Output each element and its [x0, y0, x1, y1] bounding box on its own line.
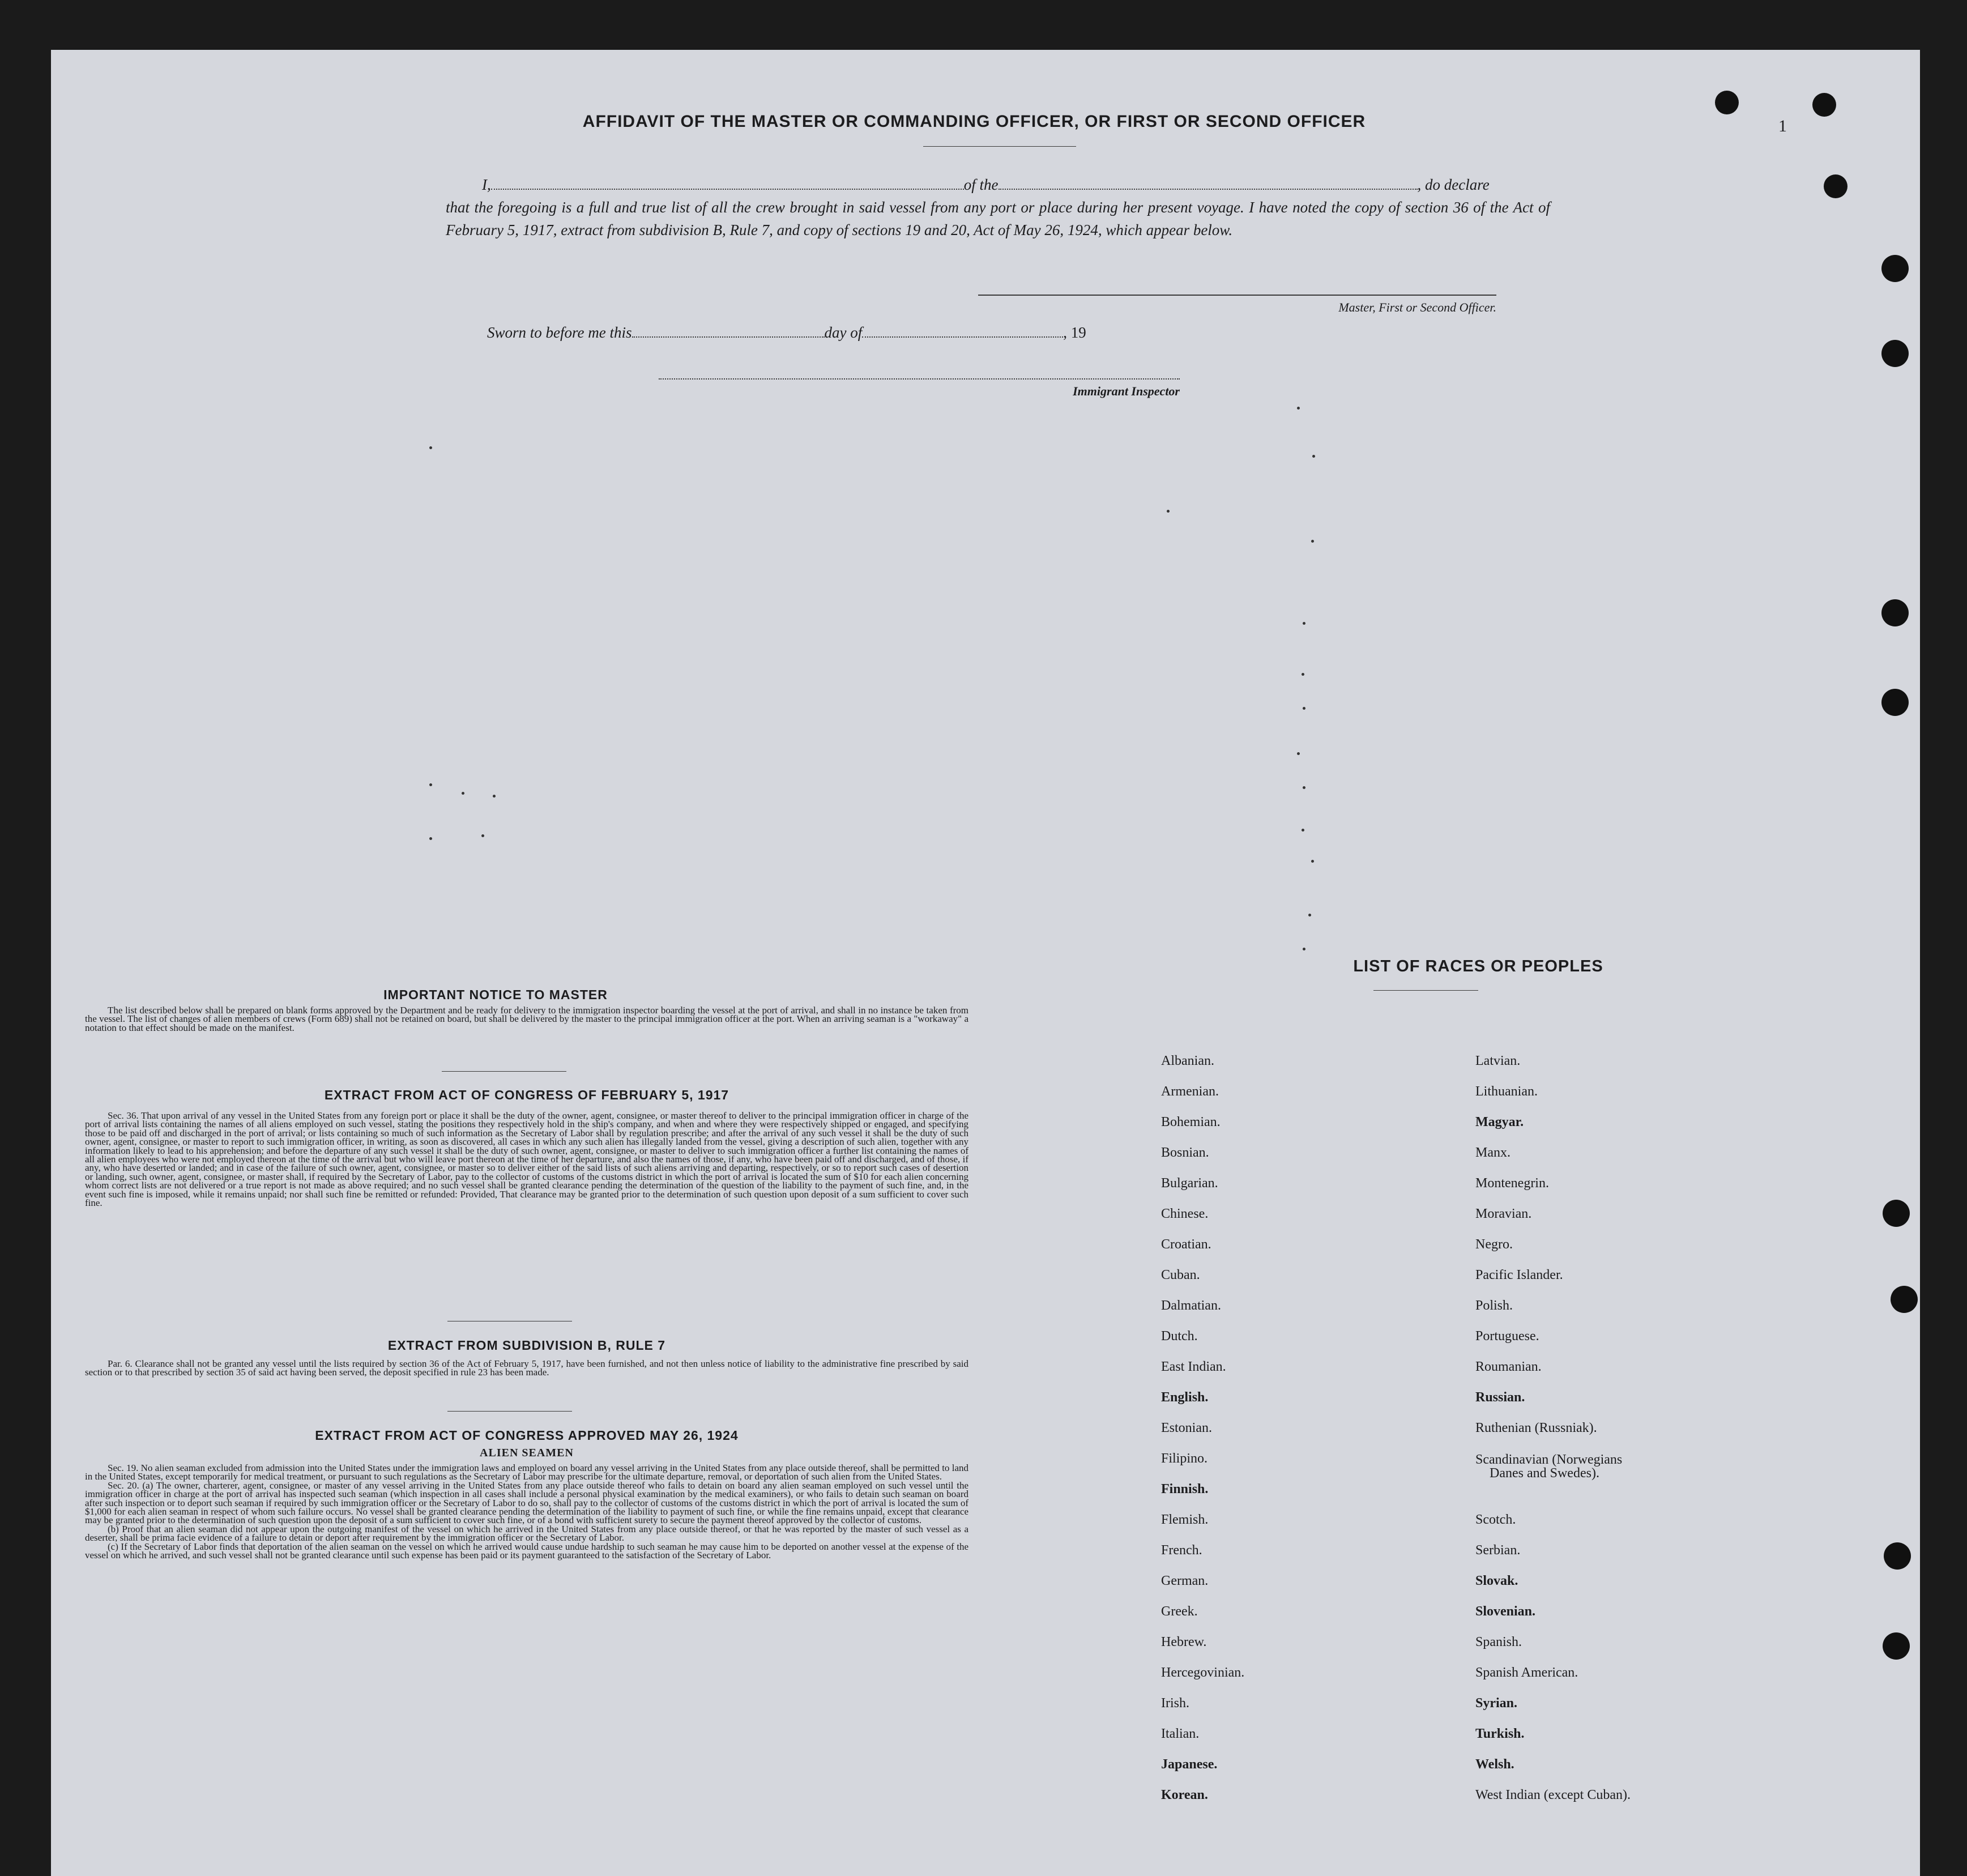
sworn-day-field[interactable] [632, 336, 825, 338]
signature-label: Master, First or Second Officer. [1338, 300, 1496, 314]
race-item: Scotch. [1475, 1512, 1516, 1527]
race-item: Manx. [1475, 1145, 1511, 1160]
race-item: Portuguese. [1475, 1329, 1539, 1344]
race-item: Greek. [1161, 1604, 1198, 1619]
speck-mark [1302, 829, 1304, 832]
race-item: Latvian. [1475, 1054, 1521, 1068]
speck-mark [429, 783, 432, 786]
rule7-text [85, 1359, 968, 1377]
speck-mark [1303, 622, 1305, 625]
race-item: Korean. [1161, 1788, 1208, 1802]
binder-hole [1883, 1632, 1910, 1660]
speck-mark [462, 792, 464, 795]
year-label: , 19 [1063, 324, 1086, 341]
speck-mark [1303, 786, 1305, 789]
race-item: Croatian. [1161, 1237, 1211, 1252]
races-title: LIST OF RACES OR PEOPLES [1353, 957, 1603, 975]
race-item: Dutch. [1161, 1329, 1198, 1344]
declarant-label: I, [482, 176, 491, 193]
binder-hole [1881, 689, 1909, 716]
sec20c-paragraph: (c) If the Secretary of Labor finds that deportation of the alien seaman on the vessel on which he arrived would cause undue hardship to such seaman he may cause him to be deported on another vessel at the expense of the vessel on which he arrived, and such vessel shall not be granted clearance until such expense has been paid or its payment guaranteed to the satisfaction of the Secretary of Labor. [85, 1541, 968, 1561]
race-item: Bosnian. [1161, 1145, 1209, 1160]
extract-1924-heading: EXTRACT FROM ACT OF CONGRESS APPROVED MAY 26, 1924 [315, 1428, 739, 1443]
vessel-of-label: of the [963, 176, 999, 193]
race-item: Spanish American. [1475, 1665, 1578, 1680]
alien-seamen-subheading: ALIEN SEAMEN [480, 1447, 574, 1459]
race-item: Turkish. [1475, 1726, 1525, 1741]
speck-mark [1303, 948, 1305, 950]
race-item: Roumanian. [1475, 1359, 1542, 1374]
race-item: Welsh. [1475, 1757, 1514, 1772]
rule7-heading: EXTRACT FROM SUBDIVISION B, RULE 7 [387, 1338, 666, 1353]
race-item: Cuban. [1161, 1268, 1200, 1282]
rule7-divider [447, 1411, 572, 1412]
race-item: Negro. [1475, 1237, 1513, 1252]
speck-mark [1297, 752, 1300, 755]
race-item: Russian. [1475, 1390, 1525, 1405]
form-page [51, 50, 1920, 1876]
race-item: West Indian (except Cuban). [1475, 1788, 1631, 1802]
binder-hole [1715, 91, 1739, 114]
race-item: East Indian. [1161, 1359, 1226, 1374]
sworn-label: Sworn to before me this [487, 324, 632, 341]
extract-1917-heading: EXTRACT FROM ACT OF CONGRESS OF FEBRUARY 5, 1917 [324, 1088, 729, 1102]
speck-mark [1312, 455, 1315, 458]
race-item: Estonian. [1161, 1421, 1212, 1435]
race-item: Magyar. [1475, 1115, 1524, 1129]
race-item: Polish. [1475, 1298, 1513, 1313]
title-divider [923, 146, 1076, 147]
race-item: Hercegovinian. [1161, 1665, 1245, 1680]
page-mark: 1 [1778, 117, 1787, 135]
notice-divider [442, 1071, 566, 1072]
race-item: Slovenian. [1475, 1604, 1536, 1619]
speck-mark [1311, 540, 1314, 543]
race-item: Armenian. [1161, 1084, 1219, 1099]
speck-mark [1167, 510, 1170, 513]
race-item: Filipino. [1161, 1451, 1208, 1466]
race-item: Syrian. [1475, 1696, 1518, 1711]
race-item: French. [1161, 1543, 1202, 1558]
speck-mark [429, 446, 432, 449]
speck-mark [429, 837, 432, 840]
binder-hole [1891, 1286, 1918, 1313]
race-item: Japanese. [1161, 1757, 1218, 1772]
vessel-name-field[interactable] [999, 189, 1418, 190]
extract-1924-text [85, 1464, 968, 1559]
race-item: Irish. [1161, 1696, 1189, 1711]
sec19-paragraph: Sec. 19. No alien seaman excluded from admission into the United States under the immigration laws and employed on board any vessel arriving in the United States from any place outside thereof, shall be permitted to land in the United States, except temporarily for medical treatment, or pursuant to such regulations as the Secretary of Labor may prescribe for the ultimate departure, removal, or deportation of such alien from the United States. [85, 1463, 968, 1482]
race-item: Chinese. [1161, 1206, 1209, 1221]
binder-hole [1881, 599, 1909, 626]
sec36-paragraph: Sec. 36. That upon arrival of any vessel in the United States from any foreign port or place it shall be the duty of the owner, agent, consignee, or master thereof to deliver to the principal immigration officer in charge of the port of arrival lists containing the names of all aliens employed on such vessel, stating the positions they respectively hold in the ship's company, and when and where they were respectively shipped or engaged, and specifying those to be paid off and discharged in the port of arrival; or lists containing so much of such information as the Secretary of Labor shall by regulation prescribe; and after the arrival of any such vessel it shall be the duty of such owner, agent, consignee, or master to report to such immigration officer, in writing, as soon as discovered, all cases in which any such alien has illegally landed from the vessel, giving a description of such alien, together with any information likely to lead to his apprehension; and before the departure of any such vessel it shall be the duty of such owner, agent, consignee, or master to deliver to such immigration officer a further list containing the names of all alien employees who were not employed thereon at the time of the arrival but who will leave port thereon at the time of her departure, and also the names of those, if any, who have been paid off and discharged, and of those, if any, who have deserted or landed; and in case of the failure of such owner, agent, consignee, or master so to deliver either of the said lists of such aliens arriving and departing, respectively, or so to report such cases of desertion or landing, such owner, agent, consignee, or master shall, if required by the Secretary of Labor, pay to the collector of customs of the customs district in which the port of arrival is located the sum of $10 for each alien concerning whom correct lists are not delivered or a true report is not made as above required; and no such vessel shall be granted clearance pending the determination of the question of the liability to the payment of such fine, and, in the event such fine is imposed, while it remains unpaid; nor shall such fine be remitted or refunded: Provided, That clearance may be granted prior to the determination of such question upon deposit of a sum sufficient to cover such fine. [85, 1110, 968, 1209]
race-item: Flemish. [1161, 1512, 1209, 1527]
speck-mark [1302, 673, 1304, 676]
sworn-line [487, 324, 1086, 342]
binder-hole [1884, 1542, 1911, 1570]
notice-text [85, 1006, 968, 1032]
race-item: Moravian. [1475, 1206, 1532, 1221]
binder-hole [1812, 93, 1836, 117]
sworn-month-field[interactable] [862, 336, 1063, 338]
race-item: Spanish. [1475, 1635, 1522, 1649]
race-item: Montenegrin. [1475, 1176, 1549, 1191]
race-item: Bulgarian. [1161, 1176, 1218, 1191]
speck-mark [1308, 914, 1311, 916]
race-item: Italian. [1161, 1726, 1200, 1741]
declarant-name-field[interactable] [491, 189, 964, 190]
binder-hole [1883, 1200, 1910, 1227]
inspector-label: Immigrant Inspector [1073, 384, 1180, 398]
race-item: Danes and Swedes). [1490, 1466, 1599, 1481]
race-item: Serbian. [1475, 1543, 1521, 1558]
race-item: Bohemian. [1161, 1115, 1221, 1129]
sec20a-paragraph: Sec. 20. (a) The owner, charterer, agent, consignee, or master of any vessel arriving in the United States from any place outside thereof who fails to detain on board any alien seaman employed on such vessel until the immigration officer in charge at the port of arrival has inspected such seaman (which inspection in all cases shall include a personal physical examination by the medical examiners), or who fails to detain such seaman on board after such inspection or to deport such seaman if required by such immigration officer or the Secretary of Labor to do so, shall pay to the collector of customs of the customs district in which the port of arrival is located the sum of $1,000 for each alien seaman in respect of whom such failure occurs. No vessel shall be granted clearance pending the determination of the liability to payment of such fine, or while the fine remains unpaid, except that clearance may be granted prior to the determination of such question upon the deposit of a sum sufficient to cover such fine, or of a bond with sufficient surety to secure the payment thereof approved by the collector of customs. [85, 1480, 968, 1526]
speck-mark [481, 834, 484, 837]
declaration-text: that the foregoing is a full and true list of all the crew brought in said vessel from any port or place during her present voyage. I have noted the copy of section 36 of the Act of February 5, 1917, extract from subdivision B, Rule 7, and copy of sections 19 and 20, Act of May 26, 1924, which appear below. [446, 199, 1550, 238]
day-of-label: day of [824, 324, 863, 341]
binder-hole [1881, 340, 1909, 367]
sec20b-paragraph: (b) Proof that an alien seaman did not appear upon the outgoing manifest of the vessel on which he arrived in the United States from any place outside thereof, or that he was reported by the master of such vessel as a deserter, shall be prima facie evidence of a failure to detain or deport after requirement by the immigration officer or the Secretary of Labor. [85, 1523, 968, 1544]
race-item: Dalmatian. [1161, 1298, 1221, 1313]
race-item: Pacific Islander. [1475, 1268, 1563, 1282]
speck-mark [1311, 860, 1314, 863]
signature-line[interactable] [978, 295, 1496, 296]
par6-paragraph: Par. 6. Clearance shall not be granted any vessel until the lists required by section 36 of the Act of February 5, 1917, have been furnished, and not then unless notice of liability to the administrative fine prescribed by said section or to that prescribed by section 35 of said act having been served, the deposit specified in rule 23 has been made. [85, 1358, 968, 1378]
affidavit-title: AFFIDAVIT OF THE MASTER OR COMMANDING OFFICER, OR FIRST OR SECOND OFFICER [582, 112, 1366, 131]
speck-mark [1303, 707, 1305, 710]
race-item: English. [1161, 1390, 1209, 1405]
race-item: Hebrew. [1161, 1635, 1207, 1649]
race-item: Scandinavian (Norwegians [1475, 1452, 1623, 1467]
race-item: German. [1161, 1574, 1209, 1588]
binder-hole [1824, 174, 1847, 198]
race-item: Finnish. [1161, 1482, 1209, 1496]
affidavit-statement-block: I, of the , do declare that the foregoing is a full and true list of all the crew brought in said vessel from any port or place during her present voyage. I have noted the copy of section 36 of the Act of February 5, 1917, extract from subdivision B, Rule 7, and copy of sections 19 and 20, Act of May 26, 1924, which appear below. [446, 173, 1550, 241]
notice-heading: IMPORTANT NOTICE TO MASTER [383, 987, 608, 1002]
notice-paragraph: The list described below shall be prepared on blank forms approved by the Department and be ready for delivery to the immigration inspector boarding the vessel at the port of arrival, and shall in no instance be taken from the vessel. The list of changes of alien members of crews (Form 689) shall not be retained on board, but shall be delivered by the master to the principal immigration officer at the port. When an arriving seaman is a "workaway" a notation to that effect should be made on the manifest. [85, 1005, 968, 1033]
race-item: Slovak. [1475, 1574, 1518, 1588]
extract-1917-text [85, 1111, 968, 1207]
declare-label: do declare [1425, 176, 1490, 193]
binder-hole [1881, 255, 1909, 282]
race-item: Ruthenian (Russniak). [1475, 1421, 1597, 1435]
race-item: Lithuanian. [1475, 1084, 1538, 1099]
race-item: Albanian. [1161, 1054, 1214, 1068]
speck-mark [493, 795, 496, 798]
inspector-signature-line[interactable] [659, 378, 1180, 380]
speck-mark [1297, 407, 1300, 410]
races-divider [1373, 990, 1478, 991]
